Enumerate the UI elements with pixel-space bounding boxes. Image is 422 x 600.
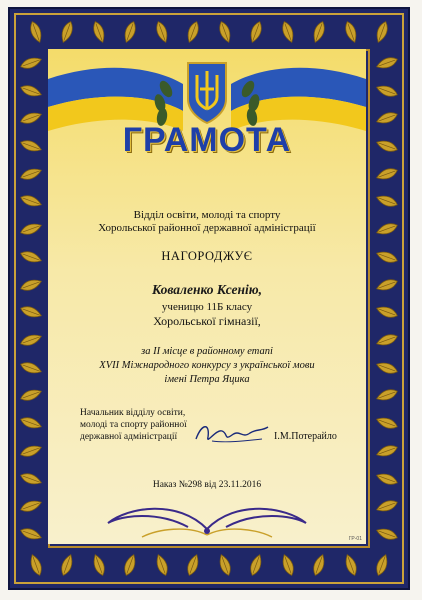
gold-leaf-ornament-icon xyxy=(338,18,363,47)
ukrainian-trident-emblem xyxy=(188,63,226,123)
gold-leaf-ornament-icon xyxy=(17,78,46,103)
gold-leaf-ornament-icon xyxy=(244,551,269,580)
gold-leaf-ornament-icon xyxy=(373,522,402,547)
gold-leaf-ornament-icon xyxy=(17,189,46,214)
gold-leaf-ornament-icon xyxy=(307,18,332,47)
gold-leaf-ornament-icon xyxy=(17,133,46,158)
gold-leaf-ornament-icon xyxy=(118,551,143,580)
gold-leaf-ornament-icon xyxy=(373,383,402,408)
certificate-title: ГРАМОТА xyxy=(122,121,292,159)
department-line-2: Хорольської районної державної адміністрації xyxy=(98,222,316,234)
certificate-content xyxy=(48,49,366,544)
gold-leaf-ornament-icon xyxy=(181,18,206,47)
decorative-swirl-icon xyxy=(88,489,326,541)
gold-leaf-ornament-icon xyxy=(23,551,48,580)
gold-leaf-ornament-icon xyxy=(17,466,46,491)
gold-leaf-ornament-icon xyxy=(370,18,395,47)
gold-leaf-ornament-icon xyxy=(373,217,402,242)
gold-leaf-ornament-icon xyxy=(17,355,46,380)
gold-leaf-ornament-icon xyxy=(17,272,46,297)
print-mark: ГР-01 xyxy=(348,536,362,542)
gold-leaf-ornament-icon xyxy=(17,50,46,75)
gold-leaf-ornament-icon xyxy=(17,494,46,519)
gold-leaf-ornament-icon xyxy=(17,383,46,408)
gold-leaf-ornament-icon xyxy=(17,327,46,352)
gold-leaf-ornament-icon xyxy=(373,355,402,380)
gold-leaf-ornament-icon xyxy=(55,18,80,47)
gold-leaf-ornament-icon xyxy=(149,18,174,47)
gold-leaf-ornament-icon xyxy=(373,50,402,75)
reason-line-3: імені Петра Яцика xyxy=(164,374,250,385)
signatory-title-line-1: Начальник відділу освіти, xyxy=(80,408,186,418)
recipient-school: Хорольської гімназії, xyxy=(153,314,261,328)
right-ornament-column xyxy=(372,49,402,548)
signatory-title-line-3: державної адміністрації xyxy=(80,432,178,442)
gold-leaf-ornament-icon xyxy=(17,411,46,436)
bottom-ornament-row xyxy=(20,550,398,580)
gold-leaf-ornament-icon xyxy=(373,438,402,463)
gold-leaf-ornament-icon xyxy=(275,18,300,47)
gold-leaf-ornament-icon xyxy=(373,244,402,269)
reason-line-1: за ІІ місце в районному етапі xyxy=(141,346,273,357)
gold-leaf-ornament-icon xyxy=(373,106,402,131)
gold-leaf-ornament-icon xyxy=(212,18,237,47)
order-number: Наказ №298 xyxy=(152,480,203,490)
reason-line-2: XVII Міжнародного конкурсу з української мови xyxy=(99,360,315,371)
gold-leaf-ornament-icon xyxy=(373,466,402,491)
gold-leaf-ornament-icon xyxy=(23,18,48,47)
gold-leaf-ornament-icon xyxy=(181,551,206,580)
gold-leaf-ornament-icon xyxy=(17,244,46,269)
top-ornament-row xyxy=(20,17,398,47)
award-verb: НАГОРОДЖУЄ xyxy=(161,249,253,263)
recipient-class: ученицю 11Б класу xyxy=(161,301,253,313)
gold-leaf-ornament-icon xyxy=(17,217,46,242)
gold-leaf-ornament-icon xyxy=(118,18,143,47)
gold-leaf-ornament-icon xyxy=(17,300,46,325)
gold-leaf-ornament-icon xyxy=(373,411,402,436)
gold-leaf-ornament-icon xyxy=(373,78,402,103)
gold-leaf-ornament-icon xyxy=(55,551,80,580)
gold-leaf-ornament-icon xyxy=(212,551,237,580)
gold-leaf-ornament-icon xyxy=(86,551,111,580)
gold-leaf-ornament-icon xyxy=(373,161,402,186)
gold-leaf-ornament-icon xyxy=(307,551,332,580)
handwritten-signature xyxy=(192,419,272,447)
signatory-title-line-2: молоді та спорту районної xyxy=(80,420,187,430)
gold-leaf-ornament-icon xyxy=(275,551,300,580)
recipient-name: Коваленко Ксенію, xyxy=(151,282,263,297)
gold-leaf-ornament-icon xyxy=(17,438,46,463)
gold-leaf-ornament-icon xyxy=(17,106,46,131)
gold-leaf-ornament-icon xyxy=(86,18,111,47)
gold-leaf-ornament-icon xyxy=(373,272,402,297)
gold-leaf-ornament-icon xyxy=(17,522,46,547)
gold-leaf-ornament-icon xyxy=(373,133,402,158)
gold-leaf-ornament-icon xyxy=(373,189,402,214)
signatory-name: І.М.Потерайло xyxy=(274,431,337,442)
left-ornament-column xyxy=(16,49,46,548)
gold-leaf-ornament-icon xyxy=(370,551,395,580)
gold-leaf-ornament-icon xyxy=(338,551,363,580)
order-date: від 23.11.2016 xyxy=(204,480,262,490)
gold-leaf-ornament-icon xyxy=(244,18,269,47)
gold-leaf-ornament-icon xyxy=(373,494,402,519)
gold-leaf-ornament-icon xyxy=(149,551,174,580)
gold-leaf-ornament-icon xyxy=(373,327,402,352)
department-line-1: Відділ освіти, молоді та спорту xyxy=(133,209,281,221)
gold-leaf-ornament-icon xyxy=(17,161,46,186)
gold-leaf-ornament-icon xyxy=(373,300,402,325)
